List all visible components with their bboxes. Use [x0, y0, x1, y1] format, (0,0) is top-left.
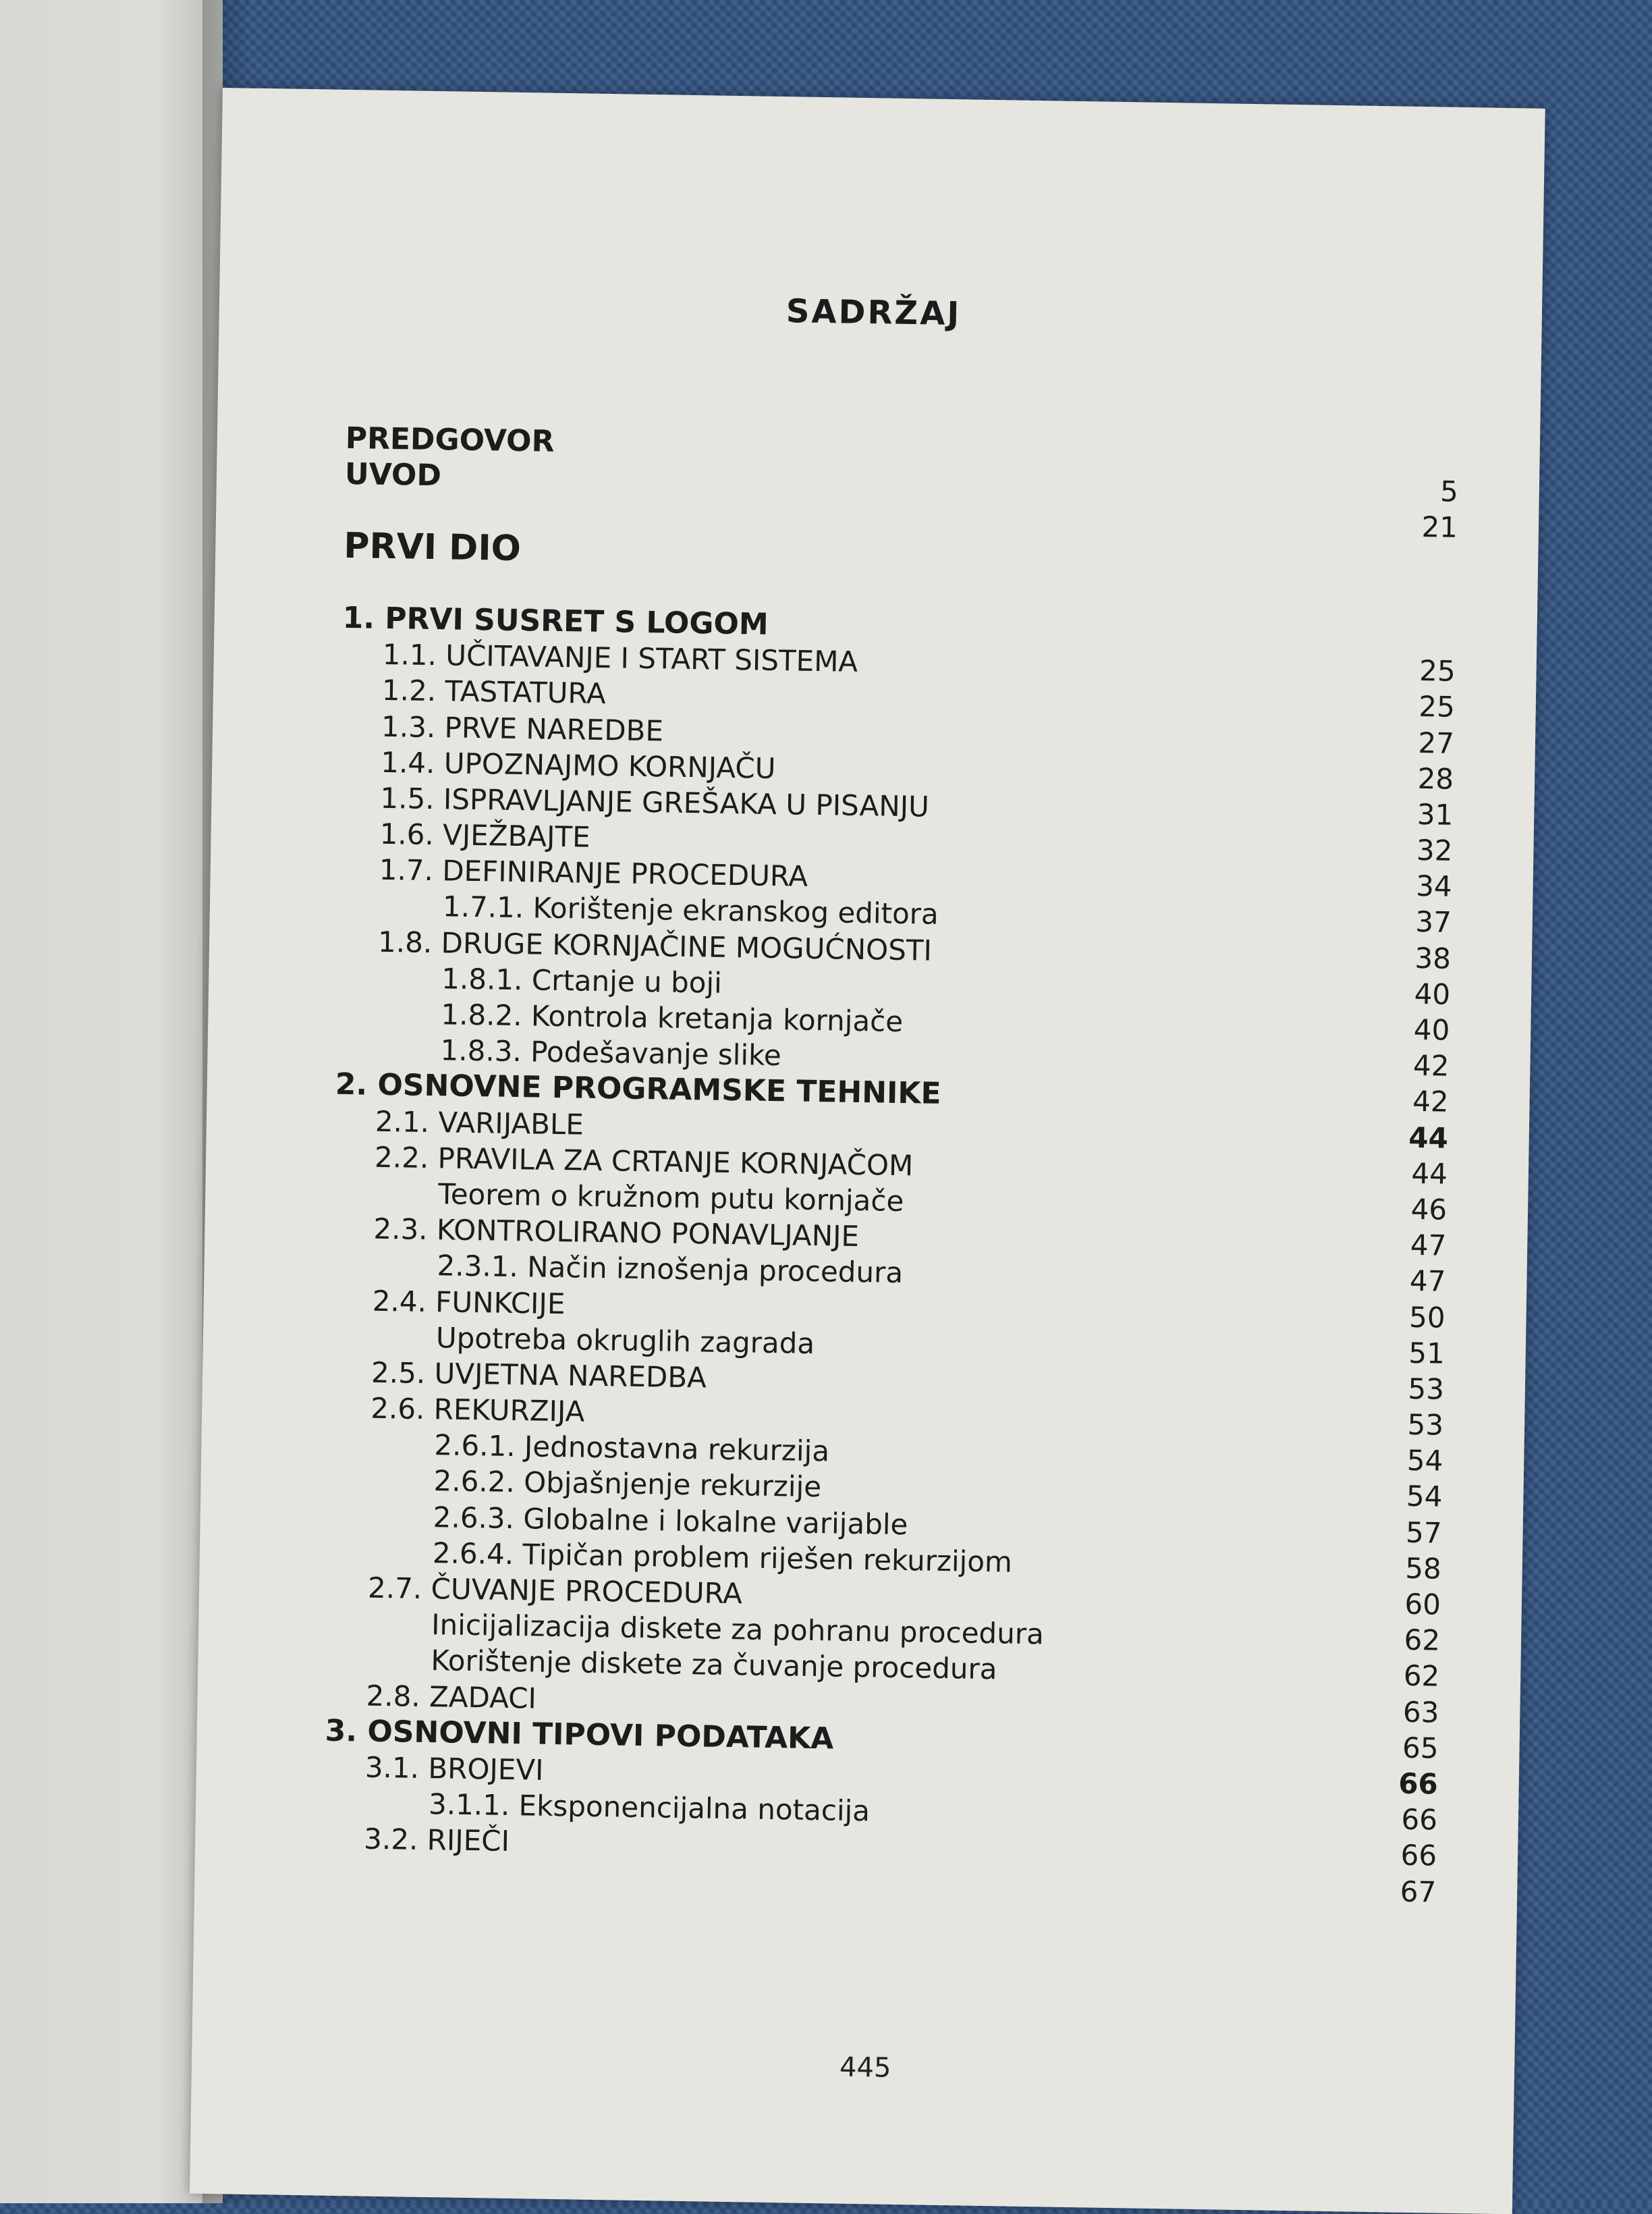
toc-entry-title: 2.5. UVJETNA NAREDBA — [370, 1355, 707, 1395]
toc-entry-title: 1.4. UPOZNAJMO KORNJAČU — [380, 745, 776, 785]
toc-entry-page: 47 — [1410, 1228, 1447, 1262]
toc-entry-page: 25 — [1418, 690, 1456, 724]
toc-entry-page: 5 — [1439, 475, 1459, 509]
toc-entry-title: Teorem o kružnom putu kornjače — [437, 1177, 904, 1218]
toc-entry-title: 2.6.1. Jednostavna rekurzija — [434, 1428, 830, 1468]
toc-entry-title: 3.1. BROJEVI — [364, 1750, 544, 1787]
toc-entry-title: 2.6.2. Objašnjenje rekurzije — [433, 1464, 822, 1504]
toc-entry-title: Korištenje diskete za čuvanje procedura — [431, 1644, 997, 1686]
toc-entry-page: 67 — [1400, 1874, 1437, 1909]
left-page — [0, 0, 223, 2203]
toc-entry-title: PREDGOVOR — [345, 421, 555, 459]
toc-entry-title: 1.8.3. Podešavanje slike — [440, 1033, 782, 1073]
toc-entry-page: 60 — [1404, 1587, 1441, 1621]
toc-entry-title: 1.6. VJEŽBAJTE — [379, 817, 591, 854]
toc-entry-title: 2.3. KONTROLIRANO PONAVLJANJE — [373, 1212, 860, 1253]
toc-entry-page: 27 — [1418, 726, 1455, 760]
toc-entry-page: 21 — [1421, 510, 1458, 545]
page-title: SADRŽAJ — [786, 292, 962, 333]
toc-entry-title: 3.1.1. Eksponencijalna notacija — [428, 1787, 871, 1828]
toc-entry-title: 2.6. REKURZIJA — [370, 1391, 585, 1428]
toc-entry-title: UVOD — [344, 457, 442, 493]
toc-entry-title: 2.6.3. Globalne i lokalne varijable — [433, 1500, 908, 1541]
toc-entry-title: 2.4. FUNKCIJE — [372, 1284, 566, 1320]
toc-entry-page: 54 — [1406, 1480, 1443, 1514]
toc-entry-title: 1.2. TASTATURA — [381, 674, 607, 711]
toc-entry-title: 1.3. PRVE NAREDBE — [381, 709, 664, 747]
toc-entry-page: 66 — [1401, 1802, 1438, 1837]
toc-entry-page: 66 — [1400, 1839, 1437, 1872]
table-of-contents — [323, 421, 1459, 1910]
toc-entry-title: Inicijalizacija diskete za pohranu procedura — [431, 1608, 1045, 1651]
toc-entry-title: 1.5. ISPRAVLJANJE GREŠAKA U PISANJU — [380, 781, 930, 824]
toc-entry-page: 47 — [1409, 1264, 1446, 1298]
toc-entry-title: 2.7. ČUVANJE PROCEDURA — [367, 1571, 743, 1611]
toc-entry-page: 58 — [1404, 1551, 1442, 1586]
toc-entry-title: 1.8.1. Crtanje u boji — [441, 962, 723, 1000]
toc-entry-title: PRVI DIO — [343, 525, 522, 569]
toc-entry-title: 1.7. DEFINIRANJE PROCEDURA — [379, 853, 808, 894]
toc-entry-page: 63 — [1402, 1695, 1439, 1729]
toc-entry-page: 50 — [1408, 1300, 1446, 1334]
toc-entry-page: 25 — [1419, 654, 1456, 688]
toc-entry-page: 54 — [1406, 1444, 1443, 1478]
toc-entry-title: 2.6.4. Tipičan problem riješen rekurzijom — [432, 1536, 1013, 1579]
toc-entry-title: 2.1. VARIJABLE — [375, 1104, 584, 1141]
toc-entry-page: 42 — [1412, 1049, 1450, 1083]
toc-entry-page: 53 — [1407, 1407, 1444, 1442]
toc-entry-page: 44 — [1411, 1156, 1448, 1191]
toc-entry-title: 2.8. ZADACI — [366, 1679, 537, 1715]
toc-entry-page: 40 — [1414, 977, 1451, 1011]
toc-entry-title: 2.3.1. Način iznošenja procedura — [437, 1249, 904, 1290]
toc-entry-page: 37 — [1414, 905, 1452, 940]
toc-entry-page: 31 — [1416, 797, 1454, 832]
toc-entry-page: 51 — [1408, 1336, 1446, 1370]
toc-entry-page: 42 — [1412, 1085, 1450, 1119]
toc-entry-page: 66 — [1398, 1766, 1439, 1801]
toc-entry-page: 28 — [1417, 761, 1454, 796]
toc-entry-title: 1.7.1. Korištenje ekranskog editora — [442, 890, 939, 932]
toc-entry-title: 3. OSNOVNI TIPOVI PODATAKA — [325, 1713, 834, 1756]
toc-entry-page: 53 — [1408, 1372, 1445, 1406]
toc-entry-title: 2.2. PRAVILA ZA CRTANJE KORNJAČOM — [374, 1140, 914, 1183]
toc-entry-page: 38 — [1414, 941, 1452, 975]
toc-entry-page: 32 — [1416, 833, 1453, 867]
toc-entry-title: 1.1. UČITAVANJE I START SISTEMA — [382, 637, 858, 679]
book-page — [190, 88, 1545, 2214]
toc-entry-page: 46 — [1410, 1192, 1448, 1226]
toc-entry-page: 57 — [1405, 1515, 1442, 1550]
toc-entry-page: 65 — [1402, 1731, 1439, 1765]
toc-entry-page: 34 — [1415, 869, 1453, 904]
toc-entry-title: 1. PRVI SUSRET S LOGOM — [342, 600, 769, 642]
toc-entry-title: Upotreba okruglih zagrada — [435, 1320, 815, 1360]
toc-entry-page: 62 — [1404, 1623, 1441, 1657]
toc-entry-page: 44 — [1408, 1120, 1449, 1155]
page-number: 445 — [839, 2051, 891, 2084]
toc-entry-title: 2. OSNOVNE PROGRAMSKE TEHNIKE — [335, 1067, 941, 1112]
toc-entry-page: 40 — [1413, 1013, 1450, 1047]
toc-entry-title: 1.8.2. Kontrola kretanja kornjače — [441, 998, 904, 1039]
toc-entry-title: 1.8. DRUGE KORNJAČINE MOGUĆNOSTI — [377, 925, 933, 967]
toc-entry-title: 3.2. RIJEČI — [363, 1822, 510, 1858]
toc-entry-page: 62 — [1403, 1659, 1440, 1693]
